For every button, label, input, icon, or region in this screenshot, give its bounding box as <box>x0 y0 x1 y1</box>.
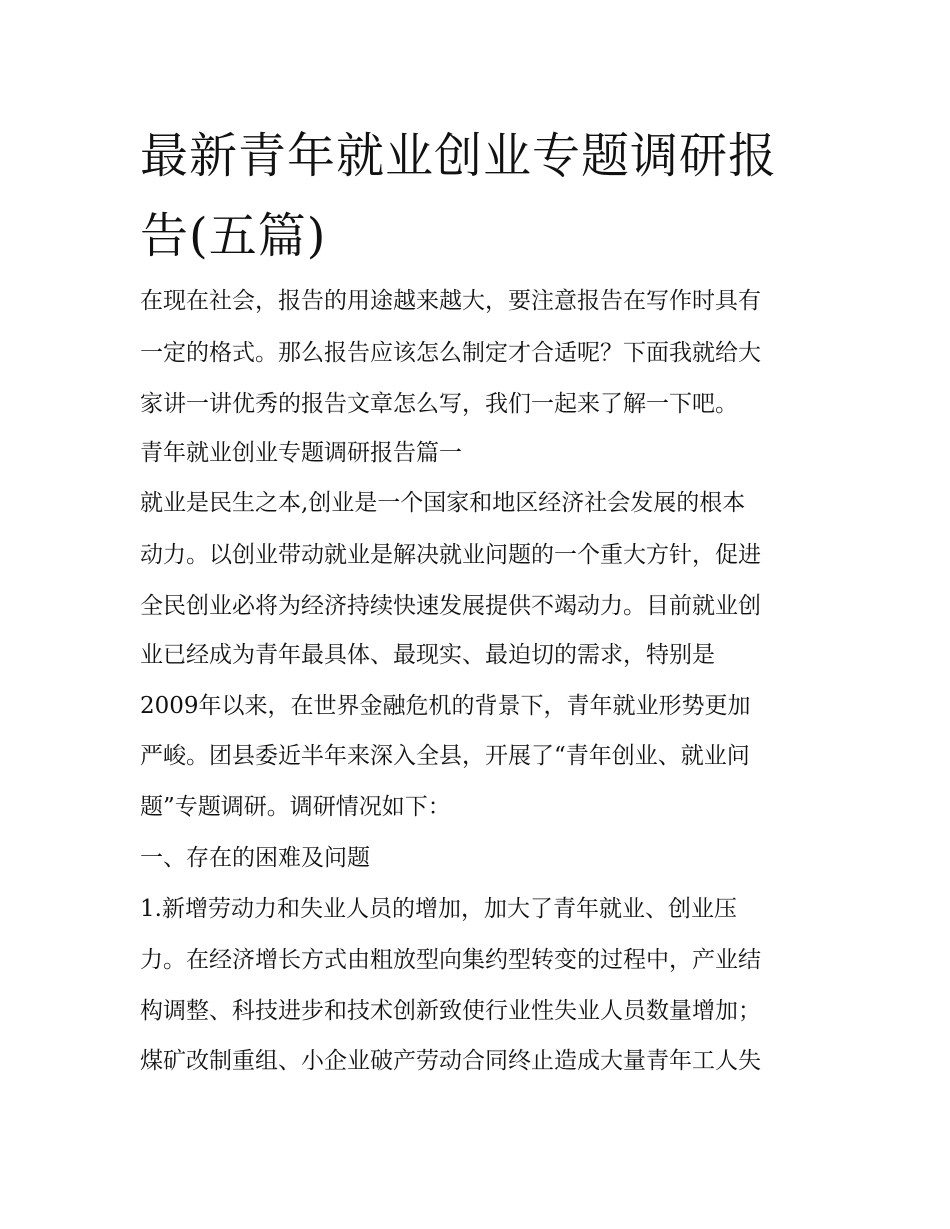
body-line: 煤矿改制重组、小企业破产劳动合同终止造成大量青年工人失 <box>140 1048 761 1074</box>
body-line: 1.新增劳动力和失业人员的增加，加大了青年就业、创业压 <box>140 896 737 922</box>
section-heading: 一、存在的困难及问题 <box>140 845 370 871</box>
body-line: 业已经成为青年最具体、最现实、最迫切的需求，特别是 <box>140 642 715 668</box>
section-heading: 青年就业创业专题调研报告篇一 <box>140 440 462 466</box>
document-title <box>140 116 820 276</box>
title-line: 最新青年就业创业专题调研报 <box>140 128 778 184</box>
body-line: 家讲一讲优秀的报告文章怎么写，我们一起来了解一下吧。 <box>140 391 738 417</box>
body-line: 就业是民生之本,创业是一个国家和地区经济社会发展的根本 <box>140 490 746 516</box>
body-line: 动力。以创业带动就业是解决就业问题的一个重大方针，促进 <box>140 542 761 568</box>
body-line: 全民创业必将为经济持续快速发展提供不竭动力。目前就业创 <box>140 593 761 619</box>
body-line: 一定的格式。那么报告应该怎么制定才合适呢？下面我就给大 <box>140 340 761 366</box>
body-line: 力。在经济增长方式由粗放型向集约型转变的过程中，产业结 <box>140 947 761 973</box>
body-line: 2009年以来，在世界金融危机的背景下，青年就业形势更加 <box>140 693 751 719</box>
title-line: 告(五篇) <box>140 208 327 264</box>
body-line: 构调整、科技进步和技术创新致使行业性失业人员数量增加； <box>140 998 761 1024</box>
body-line: 在现在社会，报告的用途越来越大，要注意报告在写作时具有 <box>140 288 761 314</box>
body-line: 严峻。团县委近半年来深入全县，开展了“青年创业、就业问 <box>140 743 750 769</box>
body-line: 题”专题调研。调研情况如下： <box>140 794 451 820</box>
